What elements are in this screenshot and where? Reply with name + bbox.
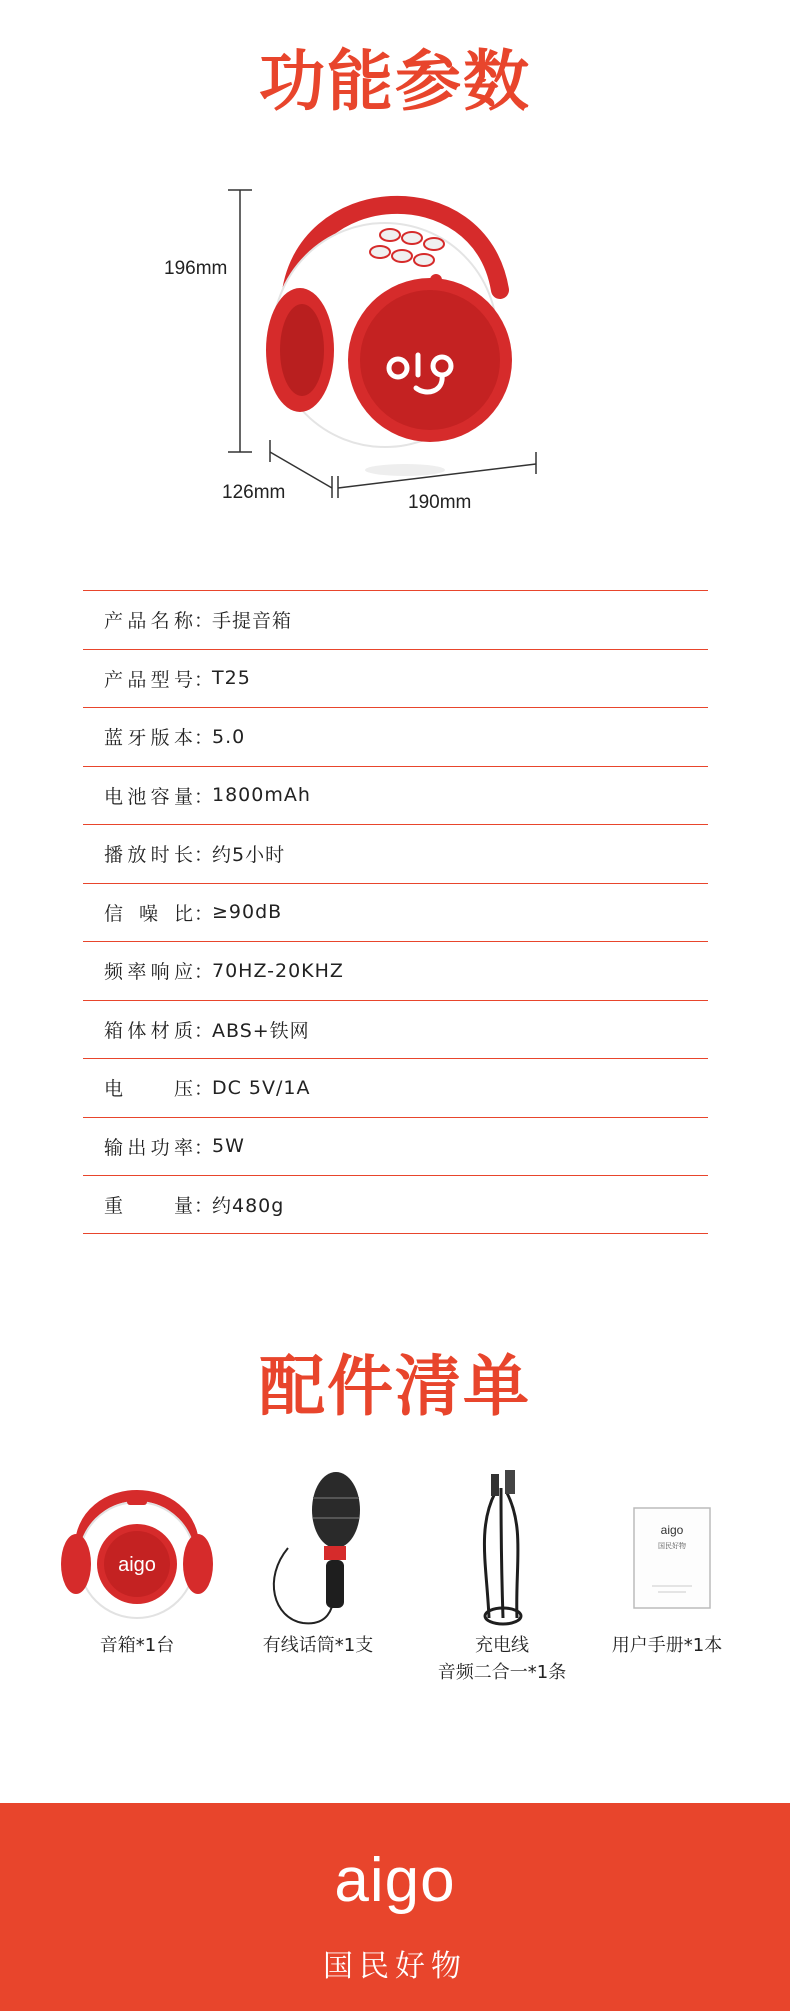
spec-colon: ： xyxy=(194,1194,215,1217)
spec-value: ABS+铁网 xyxy=(212,1019,310,1042)
spec-colon: ： xyxy=(194,610,215,633)
spec-label: 播放时长 xyxy=(104,844,194,867)
dimension-width: 190mm xyxy=(408,492,472,513)
spec-value: T25 xyxy=(212,667,251,690)
accessory-label: 充电线 音频二合一*1条 xyxy=(437,1635,567,1683)
accessory-microphone xyxy=(233,1468,403,1659)
dimension-height: 196mm xyxy=(164,258,228,279)
footer-banner xyxy=(0,1803,790,2011)
accessory-label: 用户手册*1本 xyxy=(611,1635,723,1656)
spec-colon: ： xyxy=(194,1019,215,1042)
spec-colon: ： xyxy=(194,1078,215,1101)
spec-row xyxy=(83,766,708,825)
spec-label: 蓝牙版本 xyxy=(104,727,194,750)
spec-value: 约480g xyxy=(212,1194,285,1217)
spec-row xyxy=(83,1000,708,1059)
spec-value: DC 5V/1A xyxy=(212,1076,311,1099)
accessory-cable xyxy=(417,1468,587,1686)
accessory-manual xyxy=(582,1468,752,1659)
speaker-logo: aigo xyxy=(118,1554,156,1576)
dimension-depth: 126mm xyxy=(222,482,286,503)
spec-row xyxy=(83,1175,708,1234)
spec-value: 5W xyxy=(212,1135,245,1158)
spec-colon: ： xyxy=(194,727,215,750)
spec-label: 频率响应 xyxy=(104,961,194,984)
spec-colon: ： xyxy=(194,844,215,867)
spec-row xyxy=(83,649,708,708)
spec-row xyxy=(83,1058,708,1117)
spec-label: 信噪比 xyxy=(104,902,194,925)
spec-label: 输出功率 xyxy=(104,1136,194,1159)
spec-value: 1800mAh xyxy=(212,784,311,807)
spec-row xyxy=(83,883,708,942)
speaker-illustration xyxy=(150,170,570,530)
spec-colon: ： xyxy=(194,1136,215,1159)
manual-logo: aigo xyxy=(660,1523,684,1537)
spec-row xyxy=(83,941,708,1000)
spec-colon: ： xyxy=(194,785,215,808)
spec-row xyxy=(83,824,708,883)
cable-thumbnail xyxy=(417,1468,587,1628)
spec-value: 70HZ-20KHZ xyxy=(212,959,344,982)
accessory-label: 音箱*1台 xyxy=(99,1635,175,1656)
spec-label: 电池容量 xyxy=(104,785,194,808)
spec-value: 5.0 xyxy=(212,725,246,748)
spec-row xyxy=(83,707,708,766)
spec-row xyxy=(83,1117,708,1176)
spec-label: 产品名称 xyxy=(104,610,194,633)
spec-row xyxy=(83,590,708,649)
spec-label: 产品型号 xyxy=(104,668,194,691)
spec-colon: ： xyxy=(194,902,215,925)
microphone-thumbnail xyxy=(233,1468,403,1628)
spec-label: 电压 xyxy=(104,1078,194,1101)
brand-logo: aigo xyxy=(334,1846,456,1915)
accessory-label: 有线话筒*1支 xyxy=(262,1635,374,1656)
product-dimension-figure xyxy=(150,170,570,530)
spec-colon: ： xyxy=(194,961,215,984)
specs-section-title: 功能参数 xyxy=(259,43,531,120)
speaker-thumbnail xyxy=(52,1468,222,1628)
accessories-section-title: 配件清单 xyxy=(259,1348,531,1425)
spec-value: ≥90dB xyxy=(212,901,283,924)
brand-slogan: 国民好物 xyxy=(323,1949,467,1984)
spec-value: 约5小时 xyxy=(212,844,286,867)
manual-subtitle: 国民好物 xyxy=(658,1542,686,1550)
manual-thumbnail xyxy=(582,1468,752,1628)
spec-table xyxy=(83,590,708,1234)
spec-value: 手提音箱 xyxy=(212,610,293,633)
accessory-speaker xyxy=(52,1468,222,1659)
spec-label: 箱体材质 xyxy=(104,1019,194,1042)
spec-colon: ： xyxy=(194,668,215,691)
spec-label: 重量 xyxy=(104,1194,194,1217)
